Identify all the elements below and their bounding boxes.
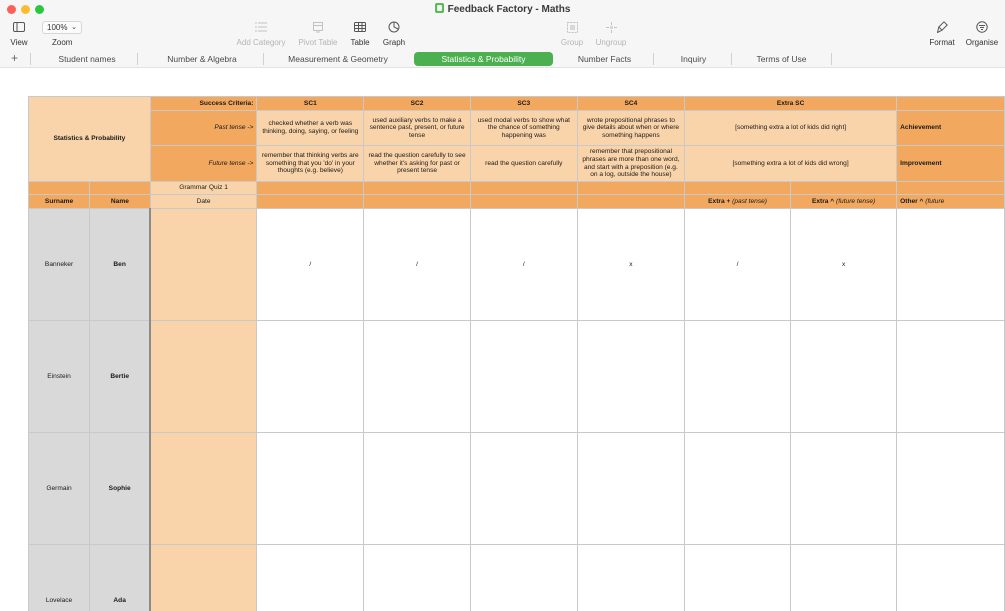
mark-sc1[interactable]: [257, 545, 364, 611]
table-row: [29, 433, 1005, 545]
student-date[interactable]: [150, 321, 257, 433]
other-caret-title: Other ^: [900, 197, 924, 205]
quiz-row: [29, 182, 1005, 195]
col-header-extra-caret[interactable]: [791, 195, 897, 209]
table-cell[interactable]: [257, 195, 364, 209]
group-label: Group: [560, 38, 584, 47]
window-title: Feedback Factory - Maths: [447, 4, 571, 15]
table-cell[interactable]: [577, 182, 684, 195]
student-name[interactable]: Ada: [90, 545, 151, 611]
mark-sc2[interactable]: [364, 545, 471, 611]
tab-terms-of-use[interactable]: Terms of Use: [756, 54, 807, 64]
mark-extra-plus[interactable]: [685, 433, 791, 545]
table-button[interactable]: [346, 20, 374, 47]
col-header-name[interactable]: Name: [90, 195, 151, 209]
mark-sc4[interactable]: x: [577, 209, 684, 321]
mark-sc3[interactable]: /: [470, 209, 577, 321]
mark-sc3[interactable]: [470, 545, 577, 611]
view-button[interactable]: [7, 20, 31, 47]
add-category-label: Add Category: [236, 38, 286, 47]
window-title-bar: [0, 3, 1005, 15]
group-button[interactable]: [557, 20, 587, 47]
mark-sc3[interactable]: [470, 321, 577, 433]
extra-caret-title: Extra ^: [811, 197, 835, 205]
mark-sc1[interactable]: [257, 433, 364, 545]
view-label: View: [10, 38, 28, 47]
table-icon: [346, 20, 374, 34]
past-tense-label[interactable]: Past tense ->: [150, 111, 257, 146]
graph-label: Graph: [382, 38, 406, 47]
col-header-other-caret[interactable]: [897, 195, 1005, 209]
mark-extra-plus[interactable]: [685, 321, 791, 433]
tab-inquiry[interactable]: Inquiry: [680, 54, 707, 64]
tab-number-facts[interactable]: Number Facts: [577, 54, 632, 64]
tab-divider: [731, 53, 732, 65]
table-label: Table: [350, 38, 370, 47]
pie-chart-icon: [380, 20, 408, 34]
table-row: [29, 545, 1005, 611]
col-header-extra-plus[interactable]: [685, 195, 791, 209]
future-tense-sc1[interactable]: remember that thinking verbs are something that you 'do' in your thoughts (e.g. believe): [257, 146, 364, 182]
window-toolbar: [0, 0, 1005, 50]
ungroup-label: Ungroup: [595, 38, 627, 47]
table-row: [29, 321, 1005, 433]
student-date[interactable]: [150, 545, 257, 611]
zoom-select[interactable]: [42, 21, 82, 34]
quiz-label[interactable]: Grammar Quiz 1: [150, 182, 257, 195]
sort-icon: [963, 20, 1001, 34]
group-icon: [557, 20, 587, 34]
student-surname[interactable]: Banneker: [29, 209, 90, 321]
zoom-value: 100%: [47, 23, 68, 32]
student-surname[interactable]: Lovelace: [29, 545, 90, 611]
sheet-tab-bar: [0, 50, 1005, 68]
table-corner-title[interactable]: Statistics & Probability: [29, 97, 151, 182]
student-surname[interactable]: Germain: [29, 433, 90, 545]
tab-divider: [831, 53, 832, 65]
criteria-header-sc3[interactable]: SC3: [470, 97, 577, 111]
mark-sc2[interactable]: [364, 321, 471, 433]
student-name[interactable]: Bertie: [90, 321, 151, 433]
mark-extra-caret[interactable]: [791, 545, 897, 611]
mark-sc1[interactable]: /: [257, 209, 364, 321]
tab-number-algebra[interactable]: Number & Algebra: [167, 54, 237, 64]
numbers-document-icon: [435, 3, 444, 13]
mark-sc4[interactable]: [577, 433, 684, 545]
mark-sc1[interactable]: [257, 321, 364, 433]
mark-extra-plus[interactable]: /: [685, 209, 791, 321]
format-label: Format: [929, 38, 955, 47]
past-tense-row: [29, 111, 1005, 146]
chevron-down-icon: ⌄: [71, 24, 77, 31]
mark-extra-caret[interactable]: x: [791, 209, 897, 321]
extra-caret-note: (future tense): [836, 197, 876, 205]
table-cell[interactable]: [791, 182, 897, 195]
table-cell[interactable]: [364, 182, 471, 195]
sheet-canvas: [0, 69, 1005, 611]
past-tense-extra[interactable]: [something extra a lot of kids did right]: [685, 111, 897, 146]
past-tense-sc3[interactable]: used modal verbs to show what the chance of something happening was: [470, 111, 577, 146]
improvement-label[interactable]: Improvement: [897, 146, 1005, 182]
tab-divider: [137, 53, 138, 65]
add-category-button[interactable]: [232, 20, 290, 47]
tab-divider: [263, 53, 264, 65]
graph-button[interactable]: [380, 20, 408, 47]
table-cell[interactable]: [470, 195, 577, 209]
mark-extra-caret[interactable]: [791, 321, 897, 433]
table-cell[interactable]: [470, 182, 577, 195]
past-tense-sc4[interactable]: wrote prepositional phrases to give details about when or where something happens: [577, 111, 684, 146]
mark-other-caret[interactable]: [897, 321, 1005, 433]
zoom-label: Zoom: [52, 38, 73, 47]
success-criteria-label[interactable]: Success Criteria:: [150, 97, 257, 111]
mark-extra-caret[interactable]: [791, 433, 897, 545]
table-cell[interactable]: [897, 97, 1005, 111]
student-date[interactable]: [150, 433, 257, 545]
mark-other-caret[interactable]: [897, 209, 1005, 321]
future-tense-sc4[interactable]: remember that prepositional phrases are more than one word, and start with a preposition (e.g. on a log, outside the house): [577, 146, 684, 182]
organise-label: Organise: [965, 38, 999, 47]
table-row: [29, 209, 1005, 321]
other-caret-note: (future: [925, 197, 945, 205]
student-surname[interactable]: Einstein: [29, 321, 90, 433]
mark-sc4[interactable]: [577, 321, 684, 433]
mark-other-caret[interactable]: [897, 545, 1005, 611]
future-tense-extra[interactable]: [something extra a lot of kids did wrong]: [685, 146, 897, 182]
student-name[interactable]: Sophie: [90, 433, 151, 545]
criteria-header-extra-sc[interactable]: Extra SC: [685, 97, 897, 111]
list-icon: [232, 20, 290, 34]
student-date[interactable]: [150, 209, 257, 321]
tab-statistics-probability[interactable]: Statistics & Probability: [414, 52, 553, 66]
future-tense-sc2[interactable]: read the question carefully to see whether it's asking for past or present tense: [364, 146, 471, 182]
tab-divider: [30, 53, 31, 65]
achievement-label[interactable]: Achievement: [897, 111, 1005, 146]
organise-button[interactable]: [963, 20, 1001, 47]
format-button[interactable]: [927, 20, 957, 47]
future-tense-label[interactable]: Future tense ->: [150, 146, 257, 182]
table-cell[interactable]: [29, 182, 90, 195]
table-cell[interactable]: [90, 182, 151, 195]
ungroup-icon: [592, 20, 630, 34]
table-cell[interactable]: [685, 182, 791, 195]
pivot-table-label: Pivot Table: [298, 38, 338, 47]
col-header-date[interactable]: Date: [150, 195, 257, 209]
mark-sc2[interactable]: [364, 433, 471, 545]
future-tense-row: [29, 146, 1005, 182]
mark-sc4[interactable]: [577, 545, 684, 611]
paintbrush-icon: [927, 20, 957, 34]
extra-plus-note: (past tense): [732, 197, 767, 205]
mark-sc2[interactable]: /: [364, 209, 471, 321]
table-cell[interactable]: [577, 195, 684, 209]
tab-divider: [653, 53, 654, 65]
pivot-table-button[interactable]: [296, 20, 340, 47]
sidebar-icon: [7, 20, 31, 34]
plus-icon: +: [11, 51, 19, 65]
table-cell[interactable]: [257, 182, 364, 195]
future-tense-sc3[interactable]: read the question carefully: [470, 146, 577, 182]
col-header-surname[interactable]: Surname: [29, 195, 90, 209]
student-name[interactable]: Ben: [90, 209, 151, 321]
success-criteria-row: [29, 97, 1005, 111]
tab-measurement-geometry[interactable]: Measurement & Geometry: [288, 54, 388, 64]
table-cell[interactable]: [897, 182, 1005, 195]
past-tense-sc1[interactable]: checked whether a verb was thinking, doing, saying, or feeling: [257, 111, 364, 146]
feedback-table[interactable]: [28, 96, 1005, 611]
mark-sc3[interactable]: [470, 433, 577, 545]
tab-student-names[interactable]: Student names: [58, 54, 116, 64]
criteria-header-sc2[interactable]: SC2: [364, 97, 471, 111]
past-tense-sc2[interactable]: used auxiliary verbs to make a sentence past, present, or future tense: [364, 111, 471, 146]
extra-plus-title: Extra +: [708, 197, 731, 205]
pivot-table-icon: [296, 20, 340, 34]
column-header-row: [29, 195, 1005, 209]
add-sheet-button[interactable]: [11, 51, 18, 65]
mark-other-caret[interactable]: [897, 433, 1005, 545]
ungroup-button[interactable]: [592, 20, 630, 47]
mark-extra-plus[interactable]: [685, 545, 791, 611]
criteria-header-sc1[interactable]: SC1: [257, 97, 364, 111]
table-cell[interactable]: [364, 195, 471, 209]
criteria-header-sc4[interactable]: SC4: [577, 97, 684, 111]
